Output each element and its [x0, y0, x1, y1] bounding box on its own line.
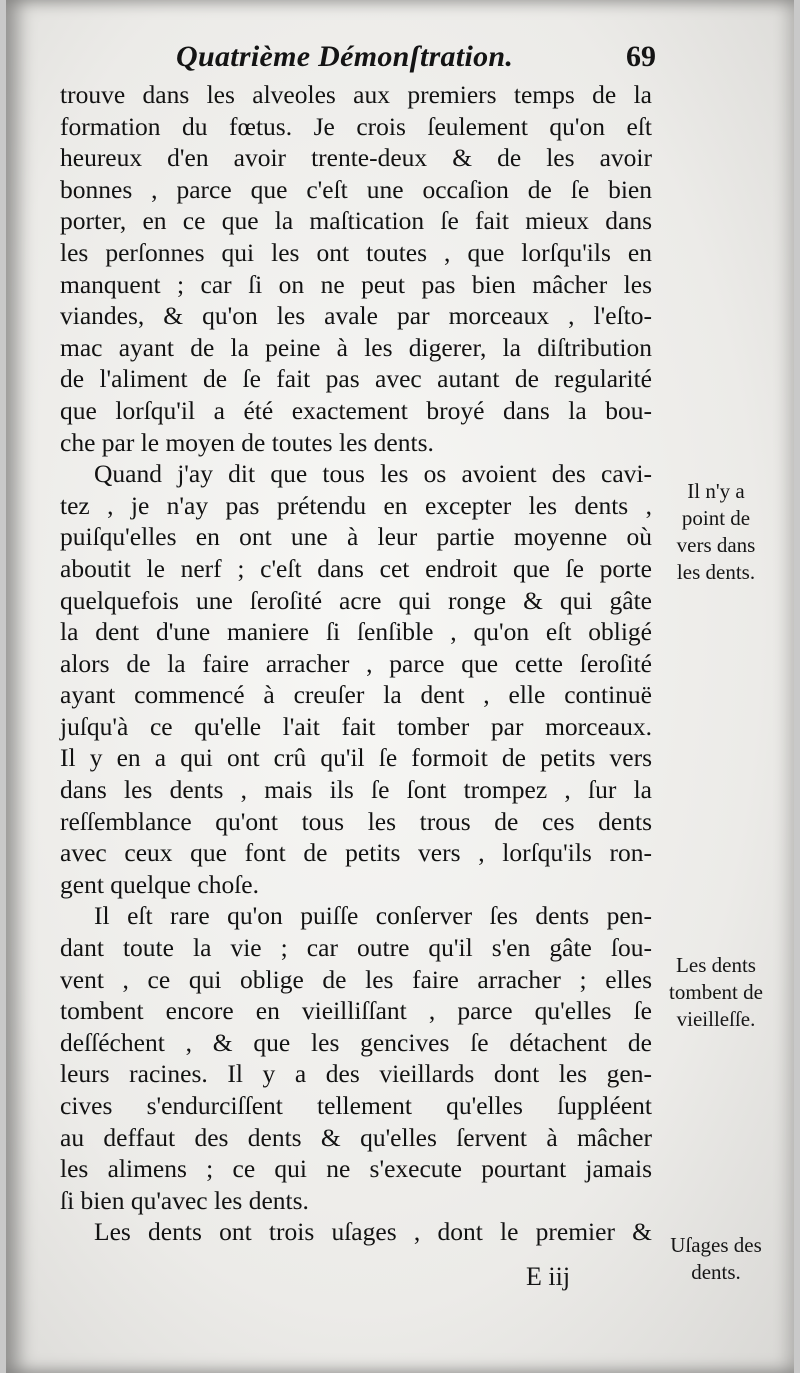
signature-mark: E iij	[526, 1262, 571, 1291]
page-number: 69	[626, 40, 656, 73]
book-page	[6, 0, 794, 1373]
text-line: aboutit le nerf ; c'eſt dans cet endroit que ſe porte	[60, 553, 652, 583]
text-line: alors de la faire arracher , parce que cette ſeroſité	[60, 648, 652, 678]
text-line: juſqu'à ce qu'elle l'ait fait tomber par morceaux.	[60, 711, 652, 741]
text-line: de l'aliment de ſe fait pas avec autant de regularité	[60, 364, 652, 394]
text-line: au deffaut des dents & qu'elles ſervent à mâcher	[60, 1122, 652, 1152]
text-line: leurs racines. Il y a des vieillards dont les gen-	[60, 1059, 652, 1089]
text-line: Il y en a qui ont crû qu'il ſe formoit de petits vers	[60, 743, 652, 773]
paragraph-start-line: Les dents ont trois uſages , dont le premier &	[94, 1217, 652, 1247]
page-header	[176, 40, 656, 84]
text-line: les alimens ; ce qui ne s'execute pourtant jamais	[60, 1154, 652, 1184]
margin-note-line: vieilleſſe.	[676, 1007, 756, 1031]
text-line: manquent ; car ſi on ne peut pas bien mâcher les	[60, 269, 652, 299]
text-line: ſi bien qu'avec les dents.	[60, 1185, 309, 1215]
margin-note-line: tombent de	[669, 980, 763, 1004]
text-line: puiſqu'elles en ont une à leur partie moyenne où	[60, 522, 652, 552]
margin-note-teeth-fall-old-age	[654, 952, 778, 1033]
body-text	[60, 79, 652, 1248]
text-line: la dent d'une maniere ſi ſenſible , qu'on eſt obligé	[60, 617, 652, 647]
text-line: mac ayant de la peine à les digerer, la diſtribution	[60, 332, 652, 362]
margin-note-line: les dents.	[676, 560, 756, 584]
text-line: bonnes , parce que c'eſt une occaſion de ſe bien	[60, 174, 652, 204]
margin-note-uses-of-teeth	[656, 1232, 776, 1286]
margin-note-line: point de	[681, 506, 751, 530]
text-line: vent , ce qui oblige de les faire arracher ; elles	[60, 964, 652, 994]
text-line: che par le moyen de toutes les dents.	[60, 427, 434, 457]
text-line: heureux d'en avoir trente-deux & de les avoir	[60, 143, 652, 173]
text-line: tombent encore en vieilliſſant , parce qu'elles ſe	[60, 996, 652, 1026]
text-line: trouve dans les alveoles aux premiers temps de la	[60, 80, 652, 109]
text-line: tez , je n'ay pas prétendu en excepter les dents ,	[60, 490, 652, 520]
text-line: dans les dents , mais ils ſe ſont trompez , ſur la	[60, 775, 652, 805]
margin-note-line: Il n'y a	[687, 479, 745, 503]
margin-note-line: dents.	[691, 1260, 741, 1284]
text-line: ayant commencé à creuſer la dent , elle continuë	[60, 680, 652, 710]
margin-note-no-worms	[656, 478, 776, 586]
text-line: avec ceux que font de petits vers , lorſqu'ils ron-	[60, 838, 652, 868]
text-line: les perſonnes qui les ont toutes , que lorſqu'ils en	[60, 237, 652, 267]
text-line: viandes, & qu'on les avale par morceaux , l'eſto-	[60, 301, 652, 331]
margin-note-line: vers dans	[676, 533, 756, 557]
text-line: cives s'endurciſſent tellement qu'elles ſuppléent	[60, 1091, 652, 1120]
text-line: formation du fœtus. Je crois ſeulement qu'on eſt	[60, 111, 652, 141]
margin-note-line: Les dents	[676, 953, 756, 977]
paragraph-start-line: Il eſt rare qu'on puiſſe conſerver ſes dents pen-	[94, 901, 652, 931]
text-line: que lorſqu'il a été exactement broyé dans la bou-	[60, 395, 652, 425]
paragraph-start-line: Quand j'ay dit que tous les os avoient des cavi-	[94, 459, 652, 489]
margin-note-line: Uſages des	[670, 1233, 762, 1257]
text-line: reſſemblance qu'ont tous les trous de ces dents	[60, 806, 652, 836]
text-line: dant toute la vie ; car outre qu'il s'en gâte ſou-	[60, 933, 652, 963]
text-line: gent quelque choſe.	[60, 869, 259, 899]
text-line: deſſéchent , & que les gencives ſe détachent de	[60, 1027, 652, 1057]
text-line: porter, en ce que la maſtication ſe fait mieux dans	[60, 206, 652, 236]
running-title: Quatrième Démonſtration.	[176, 40, 514, 73]
text-line: quelquefois une ſeroſité acre qui ronge & qui gâte	[60, 585, 652, 615]
